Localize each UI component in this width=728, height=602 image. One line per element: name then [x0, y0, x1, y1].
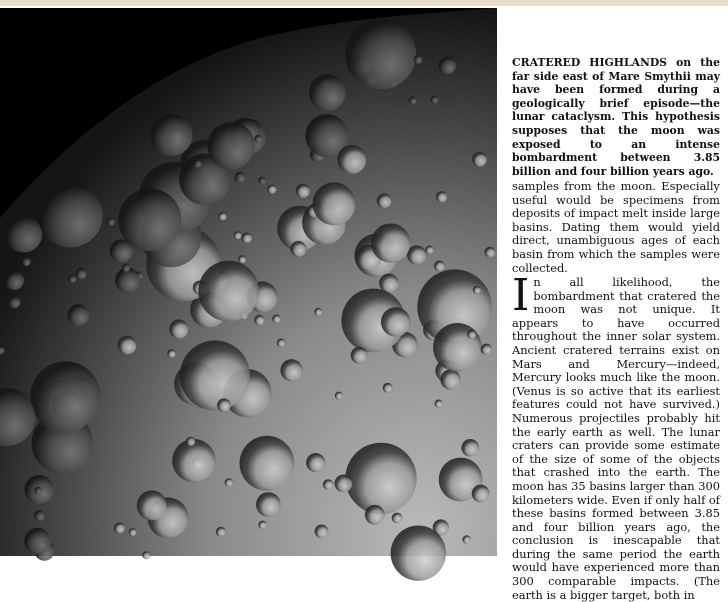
crater	[38, 183, 103, 248]
crater	[473, 286, 481, 294]
crater	[150, 114, 192, 156]
crater	[258, 521, 266, 529]
crater	[5, 215, 42, 252]
lunar-highlands-photo	[0, 8, 497, 556]
crater	[414, 55, 423, 64]
crater	[118, 188, 181, 251]
crater	[314, 308, 322, 316]
crater	[345, 18, 416, 89]
crater	[198, 261, 259, 322]
crater	[238, 255, 246, 263]
crater	[172, 439, 215, 482]
crater	[433, 323, 482, 372]
crater	[472, 485, 490, 503]
crater	[383, 383, 393, 393]
crater	[481, 344, 492, 355]
figure-caption: CRATERED HIGHLANDS on the far side east of Mare Smythii may have been formed during a geologically brief episode—the lunar cataclysm. This hypothesis supposes that the moon was exposed to an intense bombardment between 3.85 billion and four billion years ago.	[512, 56, 720, 178]
crater	[371, 223, 410, 262]
moon-surface-illustration	[0, 8, 497, 556]
crater	[436, 191, 447, 202]
crater	[216, 527, 226, 537]
crater	[24, 528, 51, 555]
crater	[323, 479, 334, 490]
crater	[409, 96, 417, 104]
crater	[335, 475, 353, 493]
crater	[335, 392, 343, 400]
crater	[142, 551, 150, 559]
crater	[431, 96, 439, 104]
crater	[440, 369, 460, 389]
crater	[306, 453, 325, 472]
crater	[313, 182, 356, 225]
crater	[107, 218, 115, 226]
top-rule	[0, 0, 728, 6]
crater	[272, 315, 281, 324]
crater	[461, 439, 479, 457]
crater	[337, 145, 366, 174]
crater	[467, 330, 476, 339]
crater	[30, 361, 100, 431]
crater	[218, 212, 226, 220]
crater	[435, 400, 443, 408]
crater	[235, 172, 246, 183]
body-paragraph-2	[512, 270, 720, 602]
crater	[68, 304, 90, 326]
crater	[8, 296, 20, 308]
crater	[381, 307, 410, 336]
crater	[254, 135, 262, 143]
crater	[22, 257, 31, 266]
crater	[186, 437, 195, 446]
crater	[351, 347, 368, 364]
crater	[129, 528, 137, 536]
crater	[34, 487, 42, 495]
crater	[277, 339, 286, 348]
crater	[407, 245, 426, 264]
crater	[472, 152, 487, 167]
crater	[217, 398, 231, 412]
crater	[240, 436, 295, 491]
paragraph-2-text: n all likelihood, the bombardment that cratered the moon was not unique. It appears to have occurred throughout the inner solar system. Ancient cratered terrains exist on Mars and Mercury—indeed, Mercury looks much like the moon. (Venus is so active that its earliest features could not have survived.) Numerous projectiles probably hit the early earth as well. The lunar craters can provide some estimate of the size of some of the objects that crashed into the earth. The moon has 35 basins larger than 300 kilometers wide. Even if only half of these basins formed between 3.85 and four billion years ago, the conclusion is inescapable that during the same period the earth would have experienced more than 300 comparable impacts. (The earth is a bigger target, both in	[512, 275, 720, 602]
crater	[194, 160, 202, 168]
crater	[5, 271, 24, 290]
crater	[137, 490, 167, 520]
crater	[68, 275, 76, 283]
crater	[439, 57, 456, 74]
crater	[377, 193, 392, 208]
crater	[167, 349, 175, 357]
crater	[234, 231, 242, 239]
crater	[180, 340, 250, 410]
crater	[391, 526, 446, 581]
crater	[485, 247, 496, 258]
crater	[254, 315, 264, 325]
crater	[290, 241, 306, 257]
crater	[434, 261, 445, 272]
crater	[118, 336, 137, 355]
crater	[76, 268, 87, 279]
crater	[256, 492, 281, 517]
crater	[365, 505, 385, 525]
crater	[315, 525, 329, 539]
body-paragraph-1: samples from the moon. Especially useful would be specimens from deposits of impact melt inside large basins. Dating them would yield direct, unambiguous ages of each basin from which the samples were collected.	[512, 179, 720, 275]
crater	[241, 233, 252, 244]
crater	[309, 74, 346, 111]
crater	[296, 184, 310, 198]
crater	[425, 246, 433, 254]
crater	[122, 264, 130, 272]
crater	[169, 319, 188, 338]
drop-cap: I	[512, 270, 530, 321]
crater	[280, 359, 302, 381]
crater	[207, 122, 255, 170]
crater	[225, 478, 233, 486]
crater	[267, 185, 276, 194]
crater	[462, 535, 471, 544]
crater	[392, 513, 403, 524]
crater	[34, 510, 45, 521]
crater	[114, 522, 125, 533]
crater	[345, 443, 416, 514]
crater	[258, 177, 266, 185]
